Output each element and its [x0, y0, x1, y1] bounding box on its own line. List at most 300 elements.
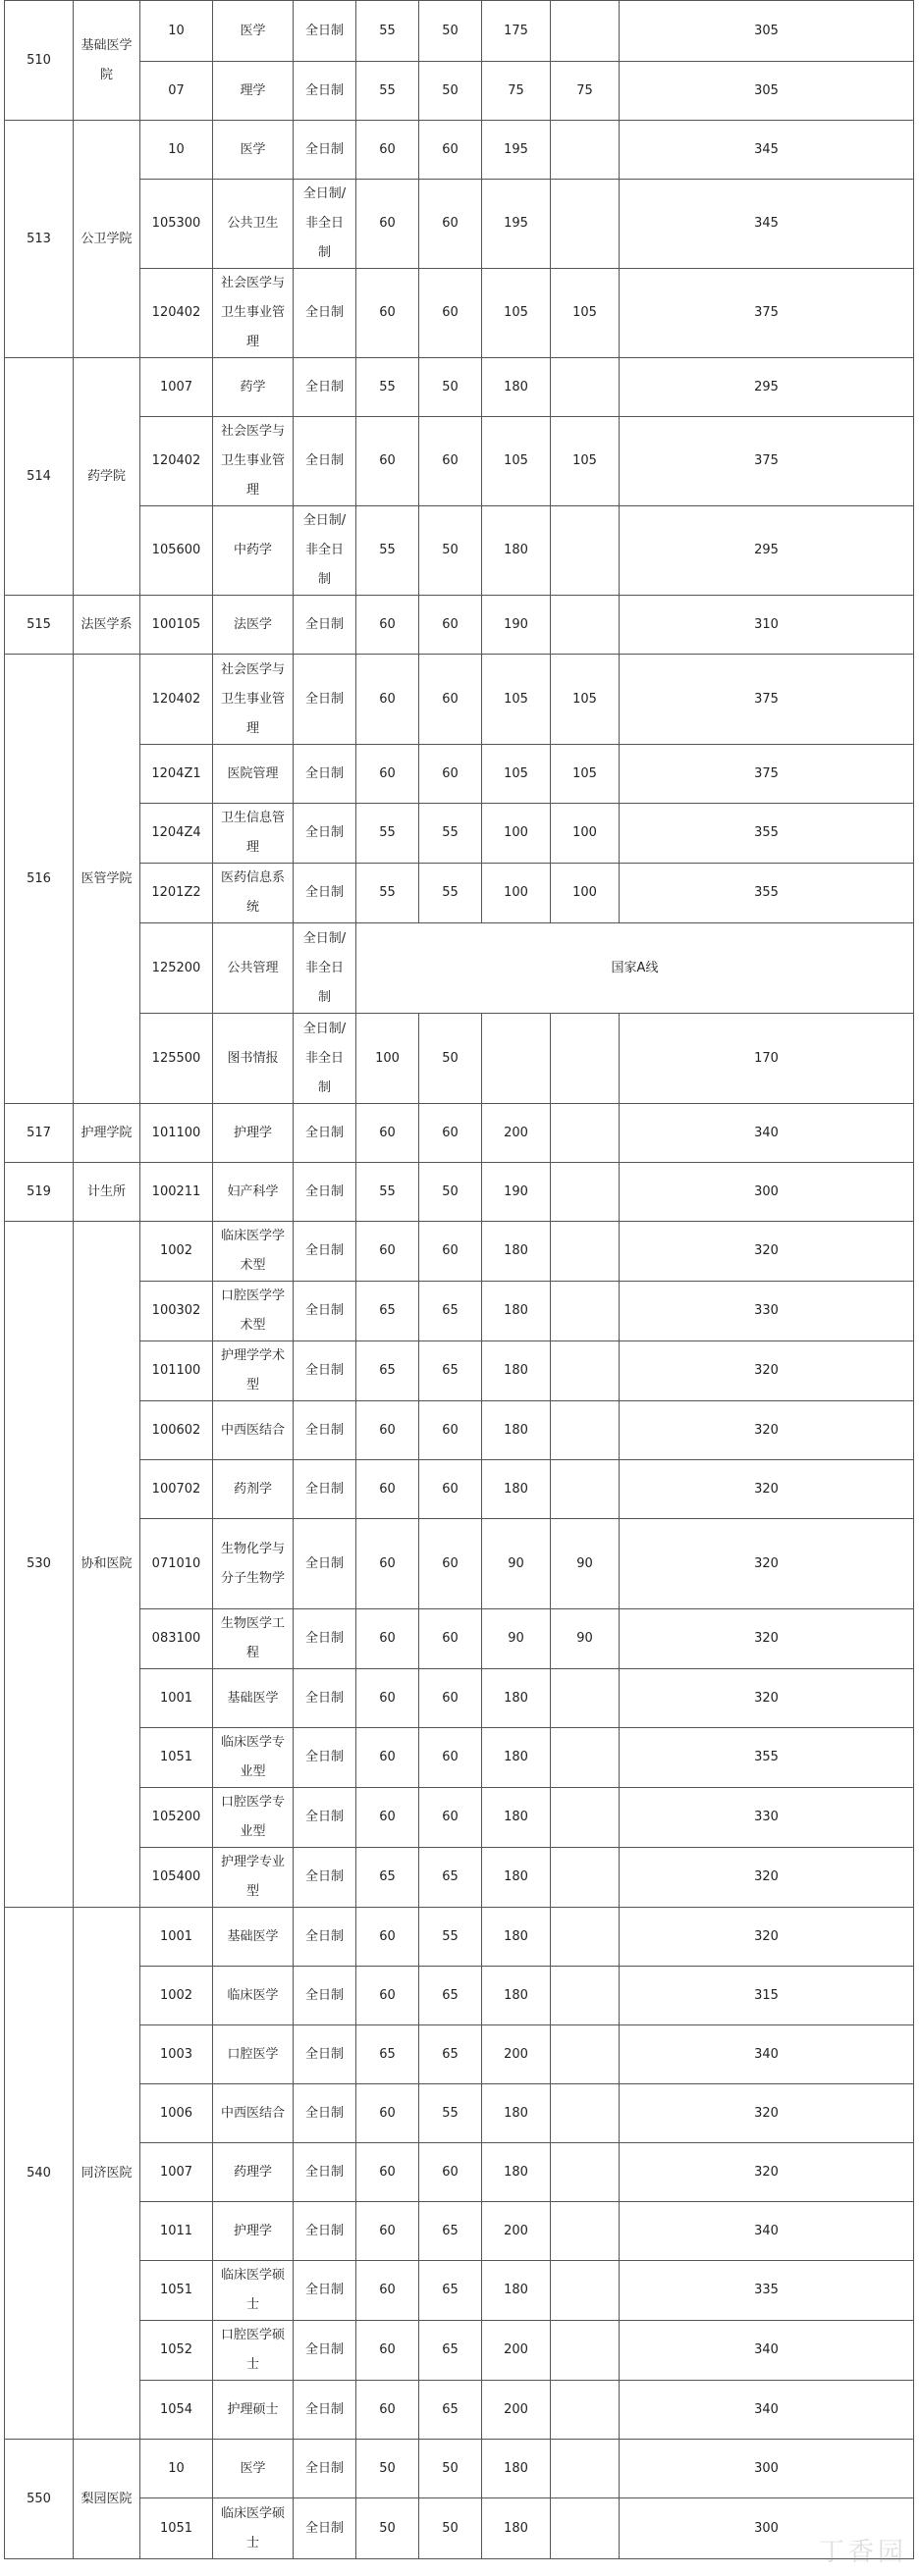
- score-subject1-cell: 180: [482, 1222, 551, 1282]
- score-politics-cell: 60: [356, 1788, 419, 1848]
- major-name-cell: 医学: [213, 2440, 294, 2498]
- score-politics-cell: 60: [356, 1669, 419, 1728]
- study-mode-cell: 全日制: [294, 121, 356, 180]
- table-row: [5, 1728, 914, 1788]
- score-total-cell: 375: [620, 417, 914, 506]
- score-english-cell: 65: [419, 2025, 482, 2084]
- college-name-cell: 同济医院: [74, 1908, 140, 2440]
- study-mode-cell: 全日制: [294, 1669, 356, 1728]
- major-name-cell: 中西医结合: [213, 1401, 294, 1460]
- table-row: [5, 2261, 914, 2321]
- score-total-cell: 295: [620, 506, 914, 596]
- major-name-cell: 法医学: [213, 596, 294, 655]
- score-total-cell: 170: [620, 1014, 914, 1104]
- table-row: [5, 506, 914, 596]
- study-mode-cell: 全日制: [294, 358, 356, 417]
- major-code-cell: 10: [140, 121, 213, 180]
- table-row: [5, 2143, 914, 2202]
- major-code-cell: 071010: [140, 1519, 213, 1609]
- score-politics-cell: 55: [356, 804, 419, 864]
- score-subject2-cell: [551, 1669, 620, 1728]
- major-name-cell: 公共管理: [213, 923, 294, 1014]
- major-code-cell: 100211: [140, 1163, 213, 1222]
- score-subject2-cell: 90: [551, 1609, 620, 1669]
- score-subject2-cell: [551, 2025, 620, 2084]
- major-code-cell: 100302: [140, 1282, 213, 1341]
- major-name-cell: 医院管理: [213, 745, 294, 804]
- table-row: [5, 2381, 914, 2440]
- score-subject1-cell: 105: [482, 417, 551, 506]
- major-name-cell: 图书情报: [213, 1014, 294, 1104]
- college-code-cell: 510: [5, 1, 74, 121]
- score-subject1-cell: 180: [482, 2084, 551, 2143]
- major-name-cell: 社会医学与卫生事业管理: [213, 269, 294, 358]
- table-row: [5, 1848, 914, 1908]
- college-name-cell: 协和医院: [74, 1222, 140, 1908]
- score-english-cell: 60: [419, 180, 482, 269]
- score-subject2-cell: [551, 1728, 620, 1788]
- score-politics-cell: 55: [356, 864, 419, 923]
- score-subject2-cell: [551, 1788, 620, 1848]
- major-name-cell: 护理学专业型: [213, 1848, 294, 1908]
- score-total-cell: 320: [620, 1848, 914, 1908]
- score-english-cell: 60: [419, 745, 482, 804]
- watermark-logo: 丁香园: [818, 2538, 907, 2567]
- college-code-cell: 515: [5, 596, 74, 655]
- major-code-cell: 105200: [140, 1788, 213, 1848]
- major-name-cell: 基础医学: [213, 1669, 294, 1728]
- score-subject1-cell: 200: [482, 2381, 551, 2440]
- table-row: [5, 358, 914, 417]
- score-total-cell: 355: [620, 804, 914, 864]
- score-subject1-cell: 100: [482, 864, 551, 923]
- table-row: [5, 1460, 914, 1519]
- study-mode-cell: 全日制/非全日制: [294, 923, 356, 1014]
- score-total-cell: 340: [620, 1104, 914, 1163]
- table-row: [5, 1222, 914, 1282]
- score-total-cell: 315: [620, 1967, 914, 2025]
- college-code-cell: 519: [5, 1163, 74, 1222]
- college-name-cell: 护理学院: [74, 1104, 140, 1163]
- study-mode-cell: 全日制: [294, 2321, 356, 2381]
- score-politics-cell: 60: [356, 1609, 419, 1669]
- score-english-cell: 60: [419, 1609, 482, 1669]
- major-code-cell: 1054: [140, 2381, 213, 2440]
- major-code-cell: 105400: [140, 1848, 213, 1908]
- score-subject2-cell: [551, 1460, 620, 1519]
- table-row: [5, 417, 914, 506]
- score-subject2-cell: [551, 1967, 620, 2025]
- study-mode-cell: 全日制: [294, 804, 356, 864]
- score-politics-cell: 60: [356, 1519, 419, 1609]
- major-code-cell: 1052: [140, 2321, 213, 2381]
- major-name-cell: 社会医学与卫生事业管理: [213, 655, 294, 745]
- score-total-cell: 375: [620, 655, 914, 745]
- score-politics-cell: 55: [356, 1163, 419, 1222]
- score-subject1-cell: 180: [482, 1788, 551, 1848]
- score-subject1-cell: 180: [482, 2498, 551, 2559]
- score-total-cell: 320: [620, 1401, 914, 1460]
- major-name-cell: 理学: [213, 62, 294, 121]
- college-code-cell: 550: [5, 2440, 74, 2559]
- major-name-cell: 中西医结合: [213, 2084, 294, 2143]
- score-english-cell: 65: [419, 1282, 482, 1341]
- score-english-cell: 60: [419, 655, 482, 745]
- table-row: [5, 1967, 914, 2025]
- major-code-cell: 100105: [140, 596, 213, 655]
- score-table: [4, 0, 914, 2559]
- score-subject2-cell: 75: [551, 62, 620, 121]
- score-politics-cell: 60: [356, 1460, 419, 1519]
- score-total-cell: 320: [620, 1460, 914, 1519]
- major-name-cell: 公共卫生: [213, 180, 294, 269]
- score-politics-cell: 60: [356, 2381, 419, 2440]
- major-name-cell: 临床医学学术型: [213, 1222, 294, 1282]
- major-code-cell: 105600: [140, 506, 213, 596]
- score-table-body: [5, 1, 914, 2559]
- major-name-cell: 临床医学: [213, 1967, 294, 2025]
- score-total-cell: 320: [620, 1222, 914, 1282]
- score-subject2-cell: [551, 2440, 620, 2498]
- score-politics-cell: 60: [356, 2143, 419, 2202]
- score-subject2-cell: 100: [551, 804, 620, 864]
- study-mode-cell: 全日制/非全日制: [294, 506, 356, 596]
- score-english-cell: 60: [419, 1104, 482, 1163]
- score-politics-cell: 60: [356, 180, 419, 269]
- score-subject1-cell: 190: [482, 596, 551, 655]
- score-subject1-cell: 180: [482, 1848, 551, 1908]
- table-row: [5, 2498, 914, 2559]
- score-subject2-cell: [551, 1282, 620, 1341]
- table-row: [5, 2202, 914, 2261]
- score-subject1-cell: 180: [482, 1341, 551, 1401]
- score-subject2-cell: [551, 2084, 620, 2143]
- score-subject2-cell: [551, 121, 620, 180]
- college-name-cell: 计生所: [74, 1163, 140, 1222]
- major-code-cell: 1002: [140, 1222, 213, 1282]
- score-subject1-cell: 200: [482, 1104, 551, 1163]
- major-name-cell: 医药信息系统: [213, 864, 294, 923]
- major-name-cell: 护理学: [213, 2202, 294, 2261]
- score-english-cell: 50: [419, 1014, 482, 1104]
- score-english-cell: 60: [419, 1788, 482, 1848]
- score-total-cell: 355: [620, 864, 914, 923]
- major-name-cell: 药学: [213, 358, 294, 417]
- study-mode-cell: 全日制: [294, 1788, 356, 1848]
- college-name-cell: 药学院: [74, 358, 140, 596]
- score-total-cell: 300: [620, 1163, 914, 1222]
- major-code-cell: 125500: [140, 1014, 213, 1104]
- score-politics-cell: 55: [356, 358, 419, 417]
- table-row: [5, 180, 914, 269]
- score-english-cell: 50: [419, 2498, 482, 2559]
- study-mode-cell: 全日制: [294, 2498, 356, 2559]
- score-subject2-cell: 105: [551, 655, 620, 745]
- score-total-cell: 345: [620, 180, 914, 269]
- major-code-cell: 125200: [140, 923, 213, 1014]
- score-subject1-cell: [482, 1014, 551, 1104]
- score-total-cell: 305: [620, 1, 914, 62]
- study-mode-cell: 全日制: [294, 2084, 356, 2143]
- score-subject2-cell: [551, 2321, 620, 2381]
- major-name-cell: 药理学: [213, 2143, 294, 2202]
- score-politics-cell: 60: [356, 1728, 419, 1788]
- major-name-cell: 口腔医学: [213, 2025, 294, 2084]
- score-english-cell: 65: [419, 2261, 482, 2321]
- study-mode-cell: 全日制: [294, 1728, 356, 1788]
- score-english-cell: 65: [419, 2381, 482, 2440]
- score-politics-cell: 60: [356, 596, 419, 655]
- score-total-cell: 340: [620, 2025, 914, 2084]
- score-subject2-cell: [551, 1908, 620, 1967]
- score-total-cell: 375: [620, 745, 914, 804]
- score-total-cell: 320: [620, 1908, 914, 1967]
- major-name-cell: 临床医学硕士: [213, 2261, 294, 2321]
- major-code-cell: 1051: [140, 2498, 213, 2559]
- study-mode-cell: 全日制: [294, 1282, 356, 1341]
- major-name-cell: 护理学: [213, 1104, 294, 1163]
- table-row: [5, 1401, 914, 1460]
- study-mode-cell: 全日制: [294, 2025, 356, 2084]
- score-politics-cell: 60: [356, 1222, 419, 1282]
- study-mode-cell: 全日制: [294, 1104, 356, 1163]
- major-code-cell: 1051: [140, 2261, 213, 2321]
- score-subject1-cell: 180: [482, 1967, 551, 2025]
- score-english-cell: 50: [419, 1163, 482, 1222]
- score-subject2-cell: [551, 1163, 620, 1222]
- score-total-cell: 305: [620, 62, 914, 121]
- major-code-cell: 1011: [140, 2202, 213, 2261]
- table-row: [5, 1908, 914, 1967]
- score-total-cell: 375: [620, 269, 914, 358]
- major-code-cell: 1051: [140, 1728, 213, 1788]
- score-total-cell: 295: [620, 358, 914, 417]
- table-row: [5, 923, 914, 1014]
- major-name-cell: 妇产科学: [213, 1163, 294, 1222]
- score-english-cell: 60: [419, 1728, 482, 1788]
- score-subject1-cell: 105: [482, 655, 551, 745]
- score-politics-cell: 65: [356, 1341, 419, 1401]
- major-code-cell: 120402: [140, 269, 213, 358]
- study-mode-cell: 全日制: [294, 1222, 356, 1282]
- major-code-cell: 10: [140, 1, 213, 62]
- study-mode-cell: 全日制: [294, 655, 356, 745]
- score-total-cell: 320: [620, 1519, 914, 1609]
- major-name-cell: 医学: [213, 121, 294, 180]
- score-subject1-cell: 180: [482, 2440, 551, 2498]
- table-row: [5, 1, 914, 62]
- major-code-cell: 1003: [140, 2025, 213, 2084]
- score-subject1-cell: 175: [482, 1, 551, 62]
- study-mode-cell: 全日制: [294, 2261, 356, 2321]
- score-subject1-cell: 200: [482, 2202, 551, 2261]
- score-total-cell: 310: [620, 596, 914, 655]
- score-subject2-cell: [551, 1, 620, 62]
- score-subject2-cell: [551, 2143, 620, 2202]
- major-name-cell: 口腔医学硕士: [213, 2321, 294, 2381]
- college-code-cell: 516: [5, 655, 74, 1104]
- table-row: [5, 1609, 914, 1669]
- major-name-cell: 口腔医学学术型: [213, 1282, 294, 1341]
- major-code-cell: 105300: [140, 180, 213, 269]
- score-total-cell: 320: [620, 1669, 914, 1728]
- college-name-cell: 公卫学院: [74, 121, 140, 358]
- score-total-cell: 330: [620, 1282, 914, 1341]
- score-total-cell: 335: [620, 2261, 914, 2321]
- major-code-cell: 120402: [140, 417, 213, 506]
- score-politics-cell: 60: [356, 1401, 419, 1460]
- table-row: [5, 1519, 914, 1609]
- table-row: [5, 2321, 914, 2381]
- college-name-cell: 基础医学院: [74, 1, 140, 121]
- major-code-cell: 1001: [140, 1908, 213, 1967]
- score-total-cell: 340: [620, 2381, 914, 2440]
- score-politics-cell: 55: [356, 506, 419, 596]
- table-row: [5, 1104, 914, 1163]
- score-politics-cell: 60: [356, 2084, 419, 2143]
- score-politics-cell: 60: [356, 745, 419, 804]
- score-english-cell: 55: [419, 864, 482, 923]
- score-politics-cell: 60: [356, 121, 419, 180]
- score-english-cell: 60: [419, 417, 482, 506]
- table-row: [5, 62, 914, 121]
- score-politics-cell: 60: [356, 1908, 419, 1967]
- major-name-cell: 医学: [213, 1, 294, 62]
- score-english-cell: 60: [419, 2143, 482, 2202]
- study-mode-cell: 全日制: [294, 596, 356, 655]
- score-total-cell: 320: [620, 1609, 914, 1669]
- study-mode-cell: 全日制: [294, 1163, 356, 1222]
- score-total-cell: 300: [620, 2440, 914, 2498]
- major-code-cell: 10: [140, 2440, 213, 2498]
- major-code-cell: 100602: [140, 1401, 213, 1460]
- study-mode-cell: 全日制: [294, 1401, 356, 1460]
- score-total-cell: 320: [620, 2084, 914, 2143]
- college-code-cell: 514: [5, 358, 74, 596]
- score-total-cell: 330: [620, 1788, 914, 1848]
- score-subject1-cell: 180: [482, 1282, 551, 1341]
- major-name-cell: 卫生信息管理: [213, 804, 294, 864]
- score-subject2-cell: 90: [551, 1519, 620, 1609]
- college-code-cell: 513: [5, 121, 74, 358]
- major-code-cell: 1007: [140, 2143, 213, 2202]
- table-row: [5, 804, 914, 864]
- table-row: [5, 864, 914, 923]
- score-english-cell: 65: [419, 1967, 482, 2025]
- score-subject1-cell: 180: [482, 1908, 551, 1967]
- study-mode-cell: 全日制: [294, 2440, 356, 2498]
- study-mode-cell: 全日制: [294, 1848, 356, 1908]
- score-politics-cell: 55: [356, 62, 419, 121]
- score-subject2-cell: [551, 180, 620, 269]
- score-subject1-cell: 200: [482, 2025, 551, 2084]
- score-english-cell: 55: [419, 1908, 482, 1967]
- college-name-cell: 法医学系: [74, 596, 140, 655]
- study-mode-cell: 全日制: [294, 2202, 356, 2261]
- table-row: [5, 121, 914, 180]
- major-name-cell: 临床医学专业型: [213, 1728, 294, 1788]
- score-subject1-cell: 180: [482, 2261, 551, 2321]
- study-mode-cell: 全日制: [294, 864, 356, 923]
- score-total-cell: 340: [620, 2202, 914, 2261]
- score-english-cell: 65: [419, 2321, 482, 2381]
- score-english-cell: 60: [419, 269, 482, 358]
- study-mode-cell: 全日制: [294, 1, 356, 62]
- score-english-cell: 50: [419, 1, 482, 62]
- score-total-cell: 320: [620, 1341, 914, 1401]
- major-name-cell: 护理学学术型: [213, 1341, 294, 1401]
- major-code-cell: 1204Z4: [140, 804, 213, 864]
- score-politics-cell: 65: [356, 1282, 419, 1341]
- score-subject2-cell: [551, 1014, 620, 1104]
- college-name-cell: 医管学院: [74, 655, 140, 1104]
- score-subject2-cell: [551, 1401, 620, 1460]
- merged-score-cell: 国家A线: [356, 923, 914, 1014]
- score-subject1-cell: 105: [482, 269, 551, 358]
- score-subject1-cell: 180: [482, 1669, 551, 1728]
- score-politics-cell: 60: [356, 2261, 419, 2321]
- study-mode-cell: 全日制: [294, 1341, 356, 1401]
- score-total-cell: 340: [620, 2321, 914, 2381]
- score-subject2-cell: [551, 506, 620, 596]
- major-name-cell: 药剂学: [213, 1460, 294, 1519]
- score-subject1-cell: 105: [482, 745, 551, 804]
- major-code-cell: 101100: [140, 1341, 213, 1401]
- score-subject1-cell: 90: [482, 1519, 551, 1609]
- score-subject1-cell: 180: [482, 1728, 551, 1788]
- major-code-cell: 1006: [140, 2084, 213, 2143]
- score-subject1-cell: 195: [482, 180, 551, 269]
- major-name-cell: 生物医学工程: [213, 1609, 294, 1669]
- major-name-cell: 临床医学硕士: [213, 2498, 294, 2559]
- score-total-cell: 345: [620, 121, 914, 180]
- major-code-cell: 120402: [140, 655, 213, 745]
- study-mode-cell: 全日制: [294, 2381, 356, 2440]
- score-english-cell: 50: [419, 2440, 482, 2498]
- major-code-cell: 083100: [140, 1609, 213, 1669]
- study-mode-cell: 全日制: [294, 1908, 356, 1967]
- college-code-cell: 517: [5, 1104, 74, 1163]
- major-name-cell: 生物化学与分子生物学: [213, 1519, 294, 1609]
- score-total-cell: 320: [620, 2143, 914, 2202]
- study-mode-cell: 全日制: [294, 1460, 356, 1519]
- score-english-cell: 60: [419, 1460, 482, 1519]
- score-subject2-cell: [551, 1222, 620, 1282]
- college-code-cell: 540: [5, 1908, 74, 2440]
- table-row: [5, 655, 914, 745]
- score-politics-cell: 100: [356, 1014, 419, 1104]
- score-english-cell: 55: [419, 2084, 482, 2143]
- major-code-cell: 1201Z2: [140, 864, 213, 923]
- score-subject2-cell: 100: [551, 864, 620, 923]
- major-code-cell: 1002: [140, 1967, 213, 2025]
- score-politics-cell: 60: [356, 2321, 419, 2381]
- major-code-cell: 1204Z1: [140, 745, 213, 804]
- score-english-cell: 60: [419, 1401, 482, 1460]
- score-subject1-cell: 180: [482, 506, 551, 596]
- score-subject1-cell: 90: [482, 1609, 551, 1669]
- score-subject1-cell: 180: [482, 1460, 551, 1519]
- score-subject2-cell: [551, 2261, 620, 2321]
- score-english-cell: 60: [419, 1519, 482, 1609]
- table-row: [5, 596, 914, 655]
- score-english-cell: 55: [419, 804, 482, 864]
- score-politics-cell: 50: [356, 2498, 419, 2559]
- score-subject2-cell: [551, 1104, 620, 1163]
- score-total-cell: 300: [620, 2498, 914, 2559]
- table-row: [5, 1341, 914, 1401]
- study-mode-cell: 全日制: [294, 62, 356, 121]
